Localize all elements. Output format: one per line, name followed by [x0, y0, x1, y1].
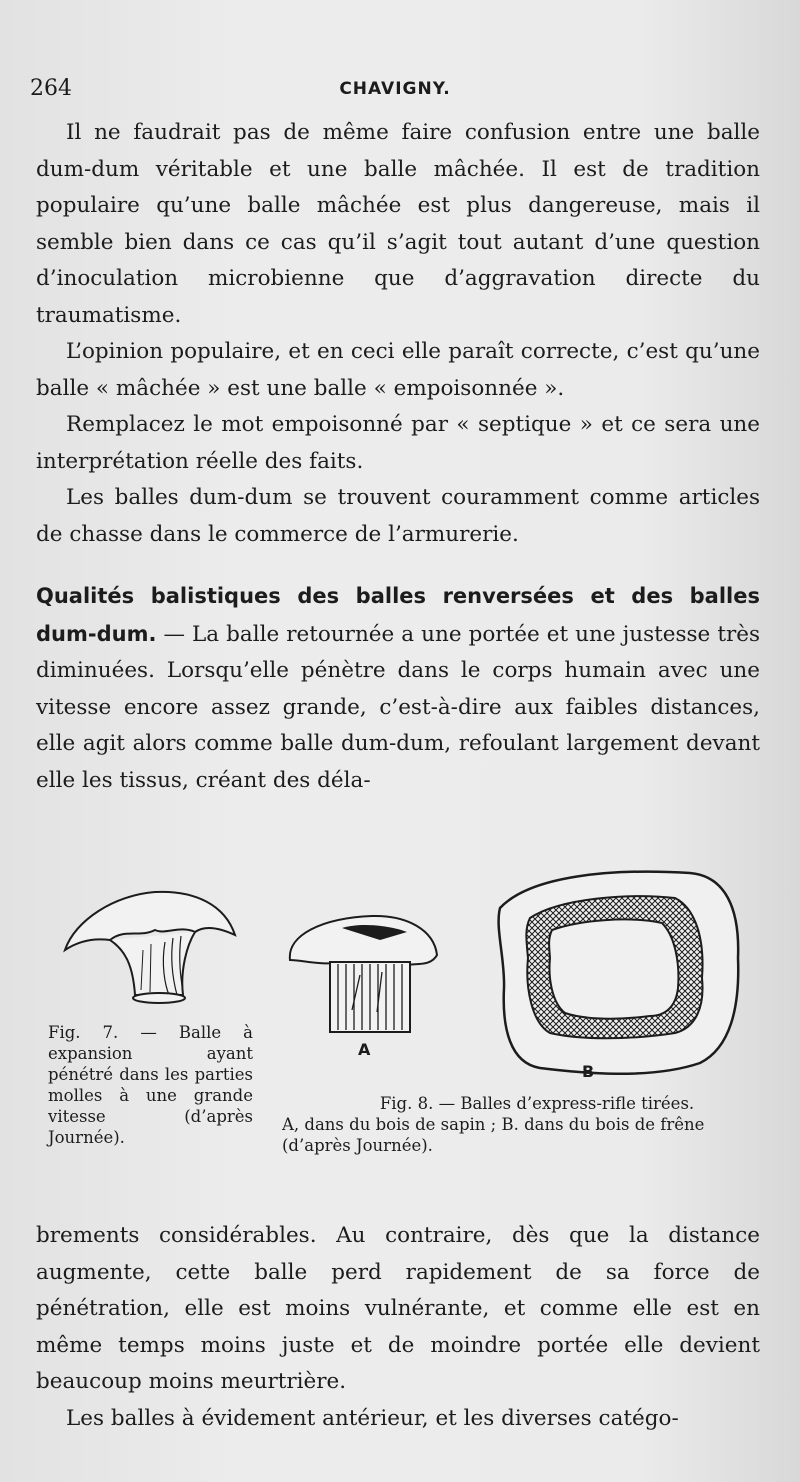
- fig8-label-b: B: [582, 1062, 595, 1081]
- paragraph-3: Remplacez le mot empoisonné par « septique » et ce sera une interprétation réelle des faits.: [36, 412, 760, 474]
- fig8-label-a: A: [358, 1040, 371, 1059]
- section-text: — La balle retournée a une portée et une justesse très diminuées. Lorsqu’elle pénètre dans le corps humain avec une vitesse encore assez grande, c’est-à-dire aux faibles distances, elle agit alors comme balle dum-dum, refoulant largement devant elle les tissus, créant des déla-: [36, 621, 760, 793]
- page-number: 264: [30, 76, 72, 101]
- running-head: CHAVIGNY.: [339, 79, 451, 99]
- fig8-caption: [282, 1093, 772, 1156]
- fig7-expanded-bullet-drawing: [55, 880, 245, 1015]
- section-title: Qualités balistiques des balles renversées et des balles dum-dum.: [36, 584, 760, 646]
- fig8b-bullet-drawing: [490, 868, 745, 1088]
- body-text-top: [36, 115, 760, 799]
- section-paragraph: [36, 578, 760, 799]
- fig8-caption-text: A, dans du bois de sapin ; B. dans du bois de frêne (d’après Journée).: [282, 1115, 705, 1155]
- paragraph-4: Les balles dum-dum se trouvent couramment comme articles de chasse dans le commerce de l’armurerie.: [36, 485, 760, 547]
- page-header: [30, 76, 760, 106]
- fig8-caption-title: Fig. 8. — Balles d’express-rifle tirées.: [379, 1094, 695, 1113]
- paragraph-last: Les balles à évidement antérieur, et les diverses catégo-: [66, 1405, 679, 1431]
- fig7-caption: Fig. 7. — Balle à expansion ayant pénétré dans les parties molles à une grande vitesse (d’après Journée).: [48, 1023, 253, 1147]
- body-text-bottom: [36, 1218, 760, 1437]
- paragraph-2: L’opinion populaire, et en ceci elle paraît correcte, c’est qu’une balle « mâchée » est une balle « empoisonnée ».: [36, 339, 760, 401]
- paragraph-1: Il ne faudrait pas de même faire confusion entre une balle dum-dum véritable et une balle mâchée. Il est de tradition populaire qu’une balle mâchée est plus dangereuse, mais il semble bien dans ce cas qu’il s’agit tout autant d’une question d’inoculation microbienne que d’aggravation directe du traumatisme.: [36, 120, 760, 328]
- paragraph-continued: brements considérables. Au contraire, dès que la distance augmente, cette balle perd rapidement de sa force de pénétration, elle est moins vulnérante, et comme elle est en même temps moins juste et de moindre portée elle devient beaucoup moins meurtrière.: [36, 1223, 760, 1394]
